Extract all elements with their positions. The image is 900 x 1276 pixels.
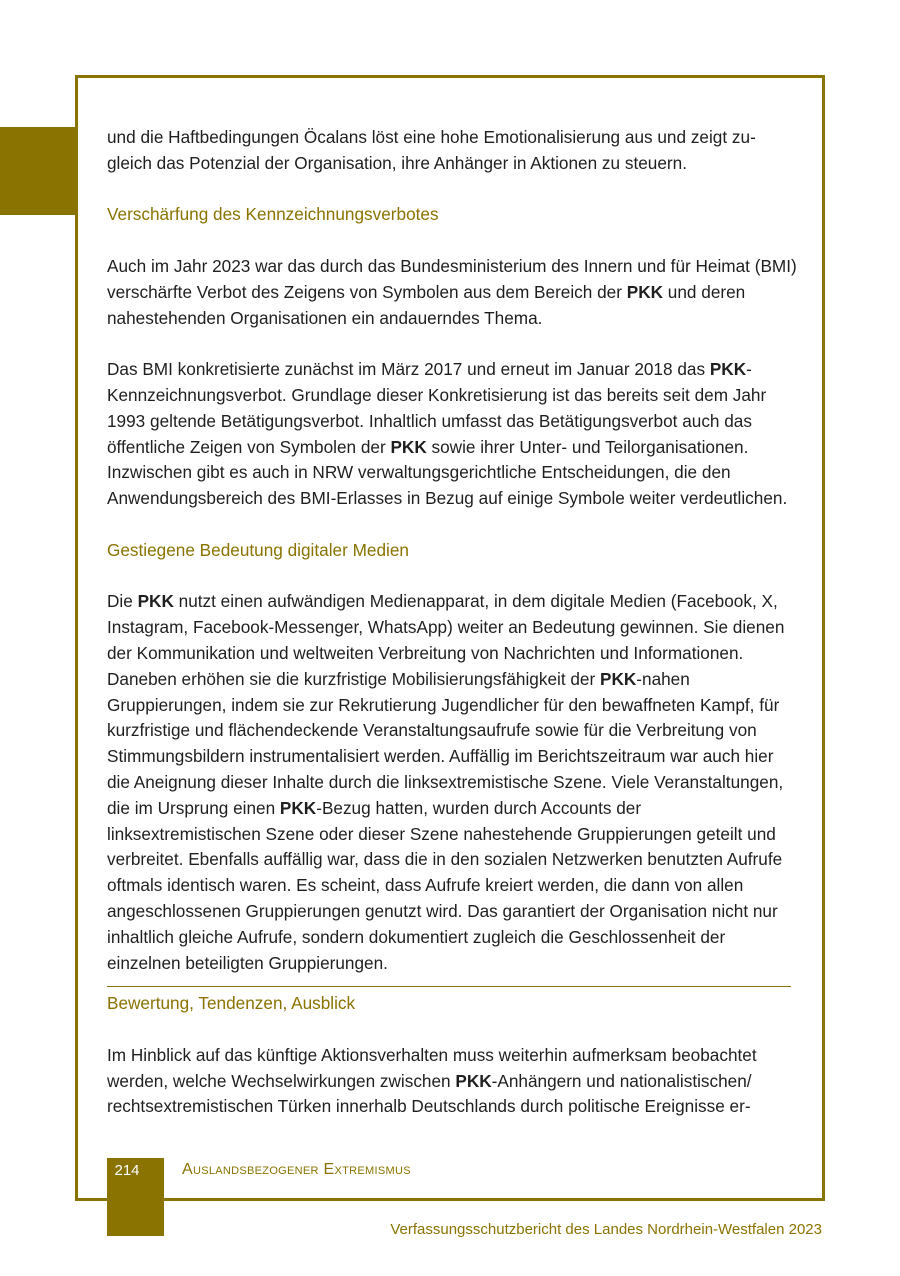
paragraph-kennzeichnungsverbot-2 bbox=[107, 357, 797, 512]
text-run: -nahen Gruppierungen, indem sie zur Rekrutierung Jugendlicher für den bewaffneten Kampf, für kurzfristige und flächendeckende Veranstaltungsaufrufe sowie für die Verbreitung von Stimmungsbildern instrumentalisiert werden. Auffällig im Berichtszeitraum war auch hier die Aneignung dieser Inhalte durch die linksextremistische Szene. Viele Veranstaltungen, die im Ursprung einen bbox=[107, 668, 784, 818]
paragraph-kennzeichnungsverbot-1 bbox=[107, 254, 797, 331]
text-run: Auch im Jahr 2023 war das durch das Bundesministerium des Innern und für Heimat (BMI) verschärfte Verbot des Zeigens von Symbolen aus dem Bereich der bbox=[107, 255, 797, 302]
page-number: 214 bbox=[114, 1162, 140, 1179]
section-divider bbox=[107, 986, 791, 987]
paragraph-bewertung bbox=[107, 1043, 797, 1120]
pkk-bold: PKK bbox=[626, 281, 664, 302]
chapter-tab-marker bbox=[0, 127, 78, 215]
page-body bbox=[107, 125, 797, 1146]
pkk-bold: PKK bbox=[709, 359, 747, 380]
text-run: und deren nahestehenden Organisationen ein andauerndes Thema. bbox=[107, 281, 746, 328]
section-heading-kennzeichnungsverbot: Verschärfung des Kennzeichnungsverbotes bbox=[107, 204, 439, 225]
text-run: -Kennzeichnungsverbot. Grundlage dieser Konkretisierung ist das bereits seit dem Jahr 1993 geltende Betätigungsverbot. Inhaltlich umfasst das Betätigungsverbot auch das öffentliche Zeigen von Symbolen der bbox=[107, 359, 767, 457]
text-run: Das BMI konkretisierte zunächst im März 2017 und erneut im Januar 2018 das bbox=[107, 359, 710, 380]
text-run: -Bezug hatten, wurden durch Accounts der linksextremistischen Szene oder dieser Szene nahestehende Gruppierungen geteilt und verbreitet. Ebenfalls auffällig war, dass die in den sozialen Netzwerken benutzten Aufrufe oftmals identisch waren. Es scheint, dass Aufrufe kreiert werden, die dann von allen angeschlossenen Gruppierungen genutzt wird. Das garantiert der Organisation nicht nur inhaltlich gleiche Aufrufe, sondern dokumentiert zugleich die Geschlossenheit der einzelnen beteiligten Gruppierungen. bbox=[107, 797, 783, 973]
chapter-title: Auslandsbezogener Extremismus bbox=[182, 1161, 411, 1178]
intro-line-1: und die Haftbedingungen Öcalans löst eine hohe Emotionalisierung aus und zeigt zu- bbox=[107, 127, 756, 147]
text-run: Die bbox=[107, 591, 138, 612]
text-run: Im Hinblick auf das künftige Aktionsverhalten muss weiterhin aufmerksam beobachtet werden, welche Wechselwirkungen zwischen bbox=[107, 1044, 757, 1091]
section-heading-digitale-medien: Gestiegene Bedeutung digitaler Medien bbox=[107, 539, 409, 560]
pkk-bold: PKK bbox=[137, 591, 174, 612]
text-run: -Anhängern und nationalistischen/ rechtsextremistischen Türken innerhalb Deutschlands durch politische Ereignisse er- bbox=[107, 1070, 752, 1117]
text-run: nutzt einen aufwändigen Medienapparat, in dem digitale Medien (Facebook, X, Instagram, Facebook-Messenger, WhatsApp) weiter an Bedeutung gewinnen. Sie dienen der Kommunikation und weltweiten Verbreitung von Nachrichten und Informationen. Daneben erhöhen sie die kurzfristige Mobilisierungsfähigkeit der bbox=[107, 591, 785, 689]
intro-line-2: gleich das Potenzial der Organisation, ihre Anhänger in Aktionen zu steuern. bbox=[107, 152, 687, 173]
pkk-bold: PKK bbox=[455, 1070, 492, 1091]
intro-paragraph bbox=[107, 125, 797, 177]
pkk-bold: PKK bbox=[390, 436, 427, 457]
pkk-bold: PKK bbox=[599, 668, 637, 689]
paragraph-digitale-medien bbox=[107, 589, 797, 976]
pkk-bold: PKK bbox=[279, 797, 317, 818]
text-run: sowie ihrer Unter- und Teilorganisationen. Inzwischen gibt es auch in NRW verwaltungsgerichtliche Entscheidungen, die den Anwendungsbereich des BMI-Erlasses in Bezug auf einige Symbole weiter verdeutlichen. bbox=[107, 436, 788, 509]
report-footer: Verfassungsschutzbericht des Landes Nordrhein-Westfalen 2023 bbox=[390, 1221, 822, 1238]
section-heading-bewertung: Bewertung, Tendenzen, Ausblick bbox=[107, 993, 356, 1014]
